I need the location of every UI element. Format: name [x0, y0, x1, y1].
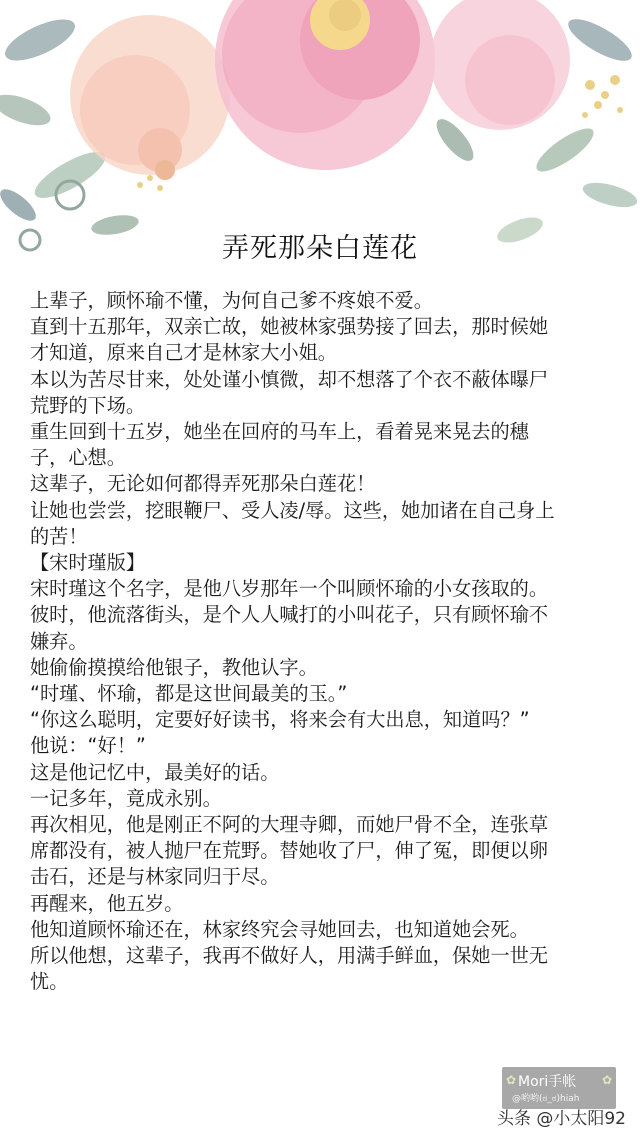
- text-line: 【宋时瑾版】: [30, 551, 146, 575]
- paragraph: [30, 760, 620, 786]
- text-line: 这辈子，无论如何都得弄死那朵白莲花！: [30, 472, 376, 496]
- text-line: 上辈子，顾怀瑜不懂，为何自己爹不疼娘不爱。: [30, 289, 433, 312]
- paragraph: [30, 498, 620, 550]
- text-line: 再醒来，他五岁。: [30, 891, 184, 915]
- story-text: [30, 288, 620, 995]
- paragraph: [30, 733, 620, 759]
- wheat-right-icon: ✿: [601, 1073, 612, 1087]
- paragraph: [30, 576, 620, 602]
- text-line: 再次相见，他是刚正不阿的大理寺卿，而她尸骨不全，连张草: [30, 813, 549, 837]
- paragraph: [30, 707, 620, 733]
- text-line: 重生回到十五岁，她坐在回府的马车上，看着晃来晃去的穗: [30, 420, 529, 444]
- text-line: 席都没有，被人抛尸在荒野。替她收了尸，伸了冤，即便以卵: [30, 839, 549, 863]
- right-flower: [430, 0, 570, 130]
- wheat-left-icon: ✿: [506, 1073, 517, 1087]
- text-line: 他知道顾怀瑜还在，林家终究会寻她回去，也知道她会死。: [30, 917, 529, 941]
- text-line: 子，心想。: [30, 446, 126, 470]
- paragraph: [30, 367, 620, 419]
- text-line: 嫌弃。: [30, 629, 88, 653]
- text-line: “时瑾、怀瑜，都是这世间最美的玉。”: [30, 682, 348, 706]
- paragraph: [30, 943, 620, 995]
- paragraph: [30, 314, 620, 366]
- paragraph: [30, 786, 620, 812]
- text-line: 彼时，他流落街头，是个人人喊打的小叫花子，只有顾怀瑜不: [30, 603, 549, 627]
- watermark-logo: [502, 1067, 616, 1109]
- paragraph: [30, 550, 620, 576]
- text-line: 荒野的下场。: [30, 393, 146, 417]
- paragraph: [30, 655, 620, 681]
- text-line: 直到十五那年，双亲亡故，她被林家强势接了回去，那时候她: [30, 315, 549, 339]
- text-line: 才知道，原来自己才是林家大小姐。: [30, 341, 337, 365]
- pink-flower: [215, 0, 435, 170]
- text-line: 击石，还是与林家同归于尽。: [30, 865, 280, 889]
- text-line: 宋时瑾这个名字，是他八岁那年一个叫顾怀瑜的小女孩取的。: [30, 577, 549, 601]
- text-line: 所以他想，这辈子，我再不做好人，用满手鲜血，保她一世无: [30, 944, 549, 968]
- source-credit: 头条 @小太阳92: [496, 1109, 626, 1129]
- paragraph: [30, 419, 620, 471]
- paragraph: [30, 288, 620, 314]
- text-line: 本以为苦尽甘来，处处谨小慎微，却不想落了个衣不蔽体曝尸: [30, 367, 549, 391]
- paragraph: [30, 891, 620, 917]
- paragraph: [30, 812, 620, 891]
- paragraph: [30, 917, 620, 943]
- text-line: 这是他记忆中，最美好的话。: [30, 760, 280, 784]
- text-line: 一记多年，竟成永别。: [30, 786, 222, 810]
- text-line: 他说：“好！”: [30, 734, 146, 758]
- watermark-name: Mori手帐: [518, 1074, 577, 1090]
- page-title: 弄死那朵白莲花: [222, 233, 418, 264]
- text-line: 忧。: [30, 970, 69, 994]
- text-line: 的苦！: [30, 524, 88, 548]
- paragraph: [30, 602, 620, 654]
- paragraph: [30, 681, 620, 707]
- text-line: 让她也尝尝，挖眼鞭尸、受人凌/辱。这些，她加诸在自己身上: [30, 498, 555, 522]
- text-line: “你这么聪明，定要好好读书，将来会有大出息，知道吗？”: [30, 708, 530, 732]
- watermark-sub: @哟哟(ಠ_ಠ)hiah: [512, 1094, 580, 1104]
- paragraph: [30, 471, 620, 497]
- text-line: 她偷偷摸摸给他银子，教他认字。: [30, 655, 318, 679]
